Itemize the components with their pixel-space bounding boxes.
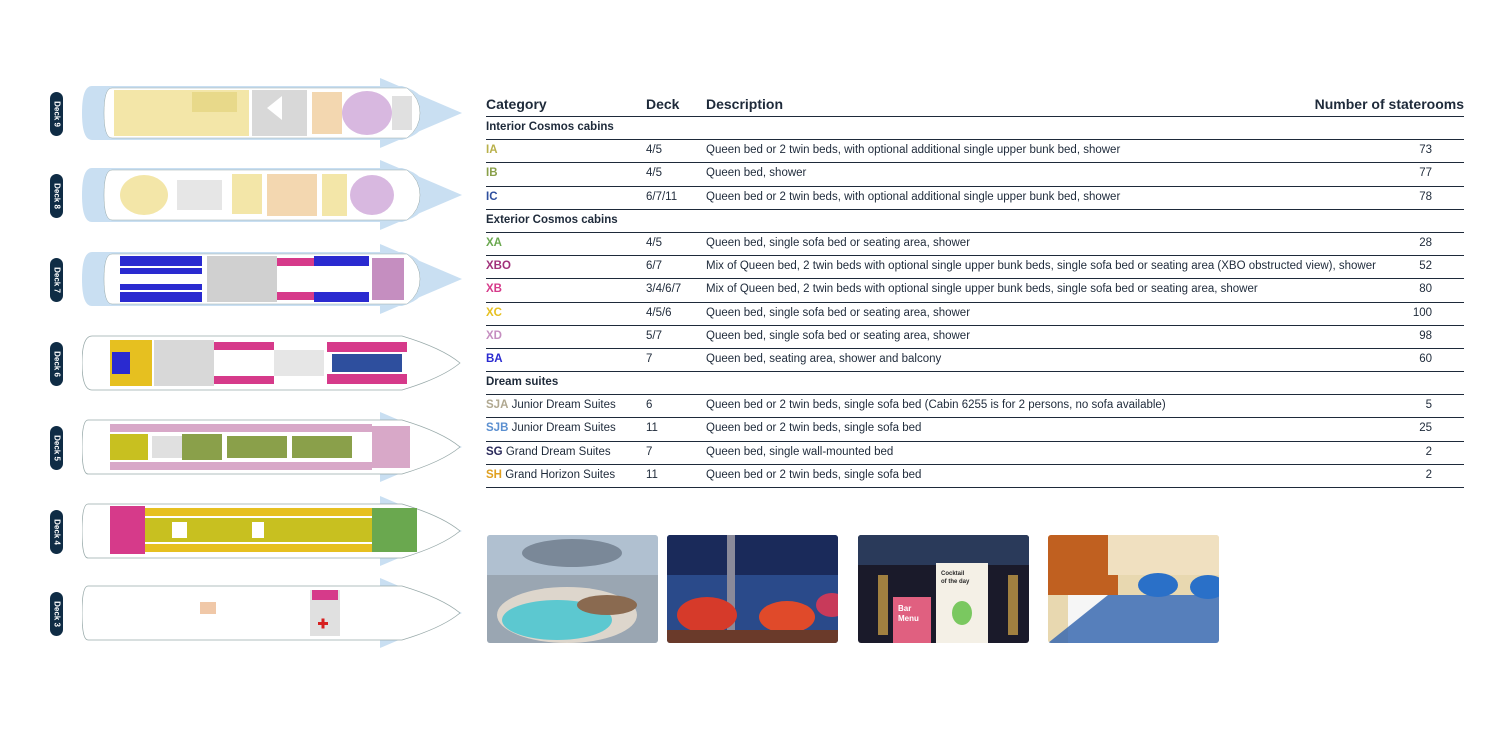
category-cell bbox=[486, 307, 502, 319]
description-cell: Queen bed, shower bbox=[706, 167, 807, 180]
deck-cell: 11 bbox=[646, 422, 658, 435]
description-cell: Queen bed, seating area, shower and balcony bbox=[706, 352, 942, 365]
lounge-photo bbox=[667, 535, 838, 643]
category-code: SJB bbox=[486, 422, 509, 435]
group-row bbox=[486, 210, 1464, 233]
table-row bbox=[486, 465, 1464, 488]
table-row bbox=[486, 256, 1464, 279]
table-row bbox=[486, 163, 1464, 186]
category-name: Grand Horizon Suites bbox=[505, 468, 616, 481]
deck-6-plan bbox=[82, 328, 462, 398]
deck-tag bbox=[50, 592, 63, 636]
category-name: Grand Dream Suites bbox=[505, 445, 611, 458]
category-code: XBO bbox=[486, 260, 511, 273]
deck-cell: 3/4/6/7 bbox=[646, 283, 682, 296]
category-code: BA bbox=[486, 352, 503, 365]
count-cell: 28 bbox=[1419, 236, 1432, 249]
deck-label: Deck 4 bbox=[52, 519, 61, 545]
deck-6 bbox=[50, 328, 460, 400]
deck-tag bbox=[50, 426, 63, 470]
category-name: Junior Dream Suites bbox=[511, 422, 616, 435]
description-cell: Queen bed or 2 twin beds, with optional additional single upper bunk bed, shower bbox=[706, 190, 1121, 203]
count-cell: 77 bbox=[1419, 167, 1432, 180]
deck-tag bbox=[50, 174, 63, 218]
cabin-photo bbox=[1048, 535, 1219, 643]
header-deck: Deck bbox=[646, 96, 680, 112]
deck-cell: 7 bbox=[646, 352, 653, 365]
table-row bbox=[486, 187, 1464, 210]
deck-tag bbox=[50, 258, 63, 302]
deck-cell: 6/7/11 bbox=[646, 190, 678, 203]
svg-text:of the day: of the day bbox=[941, 579, 970, 585]
deck-5-plan bbox=[82, 412, 462, 482]
table-row bbox=[486, 418, 1464, 441]
category-code: XD bbox=[486, 329, 502, 342]
count-cell: 60 bbox=[1419, 352, 1432, 365]
group-row bbox=[486, 117, 1464, 140]
category-cell bbox=[486, 446, 611, 458]
count-cell: 5 bbox=[1425, 399, 1432, 412]
pool-deck-photo bbox=[487, 535, 658, 643]
deck-8 bbox=[50, 160, 460, 232]
deck-label: Deck 7 bbox=[52, 267, 61, 293]
table-body bbox=[486, 117, 1464, 488]
category-cell bbox=[486, 237, 502, 249]
category-cell bbox=[486, 167, 498, 179]
deck-3-plan bbox=[82, 578, 462, 648]
category-code: IC bbox=[486, 190, 498, 203]
deck-tag bbox=[50, 342, 63, 386]
table-header bbox=[486, 94, 1464, 117]
category-cell bbox=[486, 353, 503, 365]
deck-cell: 4/5 bbox=[646, 144, 662, 157]
deck-3 bbox=[50, 578, 460, 650]
deck-cell: 6 bbox=[646, 399, 653, 412]
description-cell: Queen bed, single sofa bed or seating area, shower bbox=[706, 306, 971, 319]
deck-cell: 4/5 bbox=[646, 236, 662, 249]
table-row bbox=[486, 349, 1464, 372]
deck-label: Deck 3 bbox=[52, 601, 61, 627]
category-cell bbox=[486, 399, 616, 411]
category-cell bbox=[486, 260, 511, 272]
deck-8-plan bbox=[82, 160, 462, 230]
deck-9-plan bbox=[82, 78, 462, 148]
deck-label: Deck 5 bbox=[52, 435, 61, 461]
svg-text:Bar: Bar bbox=[898, 604, 912, 613]
table-row bbox=[486, 442, 1464, 465]
table-row bbox=[486, 303, 1464, 326]
category-code: IA bbox=[486, 144, 498, 157]
deck-7 bbox=[50, 244, 460, 316]
deck-4-plan bbox=[82, 496, 462, 566]
deck-cell: 7 bbox=[646, 445, 653, 458]
svg-text:Menu: Menu bbox=[898, 614, 919, 623]
group-row bbox=[486, 372, 1464, 395]
table-row bbox=[486, 279, 1464, 302]
category-cell bbox=[486, 422, 616, 434]
group-title: Interior Cosmos cabins bbox=[486, 121, 614, 133]
table-row bbox=[486, 233, 1464, 256]
category-cell bbox=[486, 330, 502, 342]
count-cell: 100 bbox=[1412, 306, 1432, 319]
count-cell: 98 bbox=[1419, 329, 1432, 342]
count-cell: 73 bbox=[1419, 144, 1432, 157]
header-count: Number of staterooms bbox=[1314, 96, 1464, 112]
category-code: XA bbox=[486, 236, 502, 249]
count-cell: 2 bbox=[1425, 468, 1432, 481]
category-code: XB bbox=[486, 283, 502, 296]
deck-tag bbox=[50, 510, 63, 554]
category-code: IB bbox=[486, 167, 498, 180]
deck-cell: 5/7 bbox=[646, 329, 662, 342]
category-code: SH bbox=[486, 468, 502, 481]
header-category: Category bbox=[486, 96, 547, 112]
table-row bbox=[486, 326, 1464, 349]
deck-label: Deck 6 bbox=[52, 351, 61, 377]
category-code: XC bbox=[486, 306, 502, 319]
deck-cell: 11 bbox=[646, 468, 658, 481]
description-cell: Mix of Queen bed, 2 twin beds with optional single upper bunk beds, single sofa bed or seating area, shower bbox=[706, 283, 1258, 296]
category-cell bbox=[486, 144, 498, 156]
description-cell: Queen bed, single sofa bed or seating area, shower bbox=[706, 236, 971, 249]
description-cell: Mix of Queen bed, 2 twin beds with optional single upper bunk beds, single sofa bed or seating area (XBO obstructed view), shower bbox=[706, 260, 1376, 273]
description-cell: Queen bed or 2 twin beds, single sofa bed bbox=[706, 468, 922, 481]
stateroom-table bbox=[486, 94, 1464, 488]
svg-text:Cocktail: Cocktail bbox=[941, 571, 965, 577]
count-cell: 80 bbox=[1419, 283, 1432, 296]
description-cell: Queen bed, single wall-mounted bed bbox=[706, 445, 894, 458]
deck-label: Deck 8 bbox=[52, 183, 61, 209]
group-title: Exterior Cosmos cabins bbox=[486, 213, 618, 226]
bar-photo bbox=[858, 535, 1029, 643]
deck-cell: 6/7 bbox=[646, 260, 662, 273]
category-code: SG bbox=[486, 445, 503, 458]
description-cell: Queen bed or 2 twin beds, with optional additional single upper bunk bed, shower bbox=[706, 144, 1121, 157]
category-name: Junior Dream Suites bbox=[511, 399, 616, 412]
deck-cell: 4/5 bbox=[646, 167, 662, 180]
category-cell bbox=[486, 469, 615, 481]
description-cell: Queen bed, single sofa bed or seating area, shower bbox=[706, 329, 971, 342]
deck-5 bbox=[50, 412, 460, 484]
table-row bbox=[486, 140, 1464, 163]
category-code: SJA bbox=[486, 399, 509, 412]
deck-label: Deck 9 bbox=[52, 101, 61, 127]
category-cell bbox=[486, 191, 498, 203]
deck-9 bbox=[50, 78, 460, 150]
count-cell: 78 bbox=[1419, 190, 1432, 203]
deck-7-plan bbox=[82, 244, 462, 314]
table-row bbox=[486, 395, 1464, 418]
count-cell: 52 bbox=[1419, 260, 1432, 273]
count-cell: 25 bbox=[1419, 422, 1432, 435]
deck-4 bbox=[50, 496, 460, 568]
description-cell: Queen bed or 2 twin beds, single sofa bed bbox=[706, 422, 922, 435]
header-description: Description bbox=[706, 96, 784, 112]
deck-cell: 4/5/6 bbox=[646, 306, 672, 319]
count-cell: 2 bbox=[1425, 445, 1432, 458]
deck-tag bbox=[50, 92, 63, 136]
category-cell bbox=[486, 283, 502, 295]
group-title: Dream suites bbox=[486, 376, 559, 389]
description-cell: Queen bed or 2 twin beds, single sofa bed (Cabin 6255 is for 2 persons, no sofa available) bbox=[706, 399, 1166, 412]
